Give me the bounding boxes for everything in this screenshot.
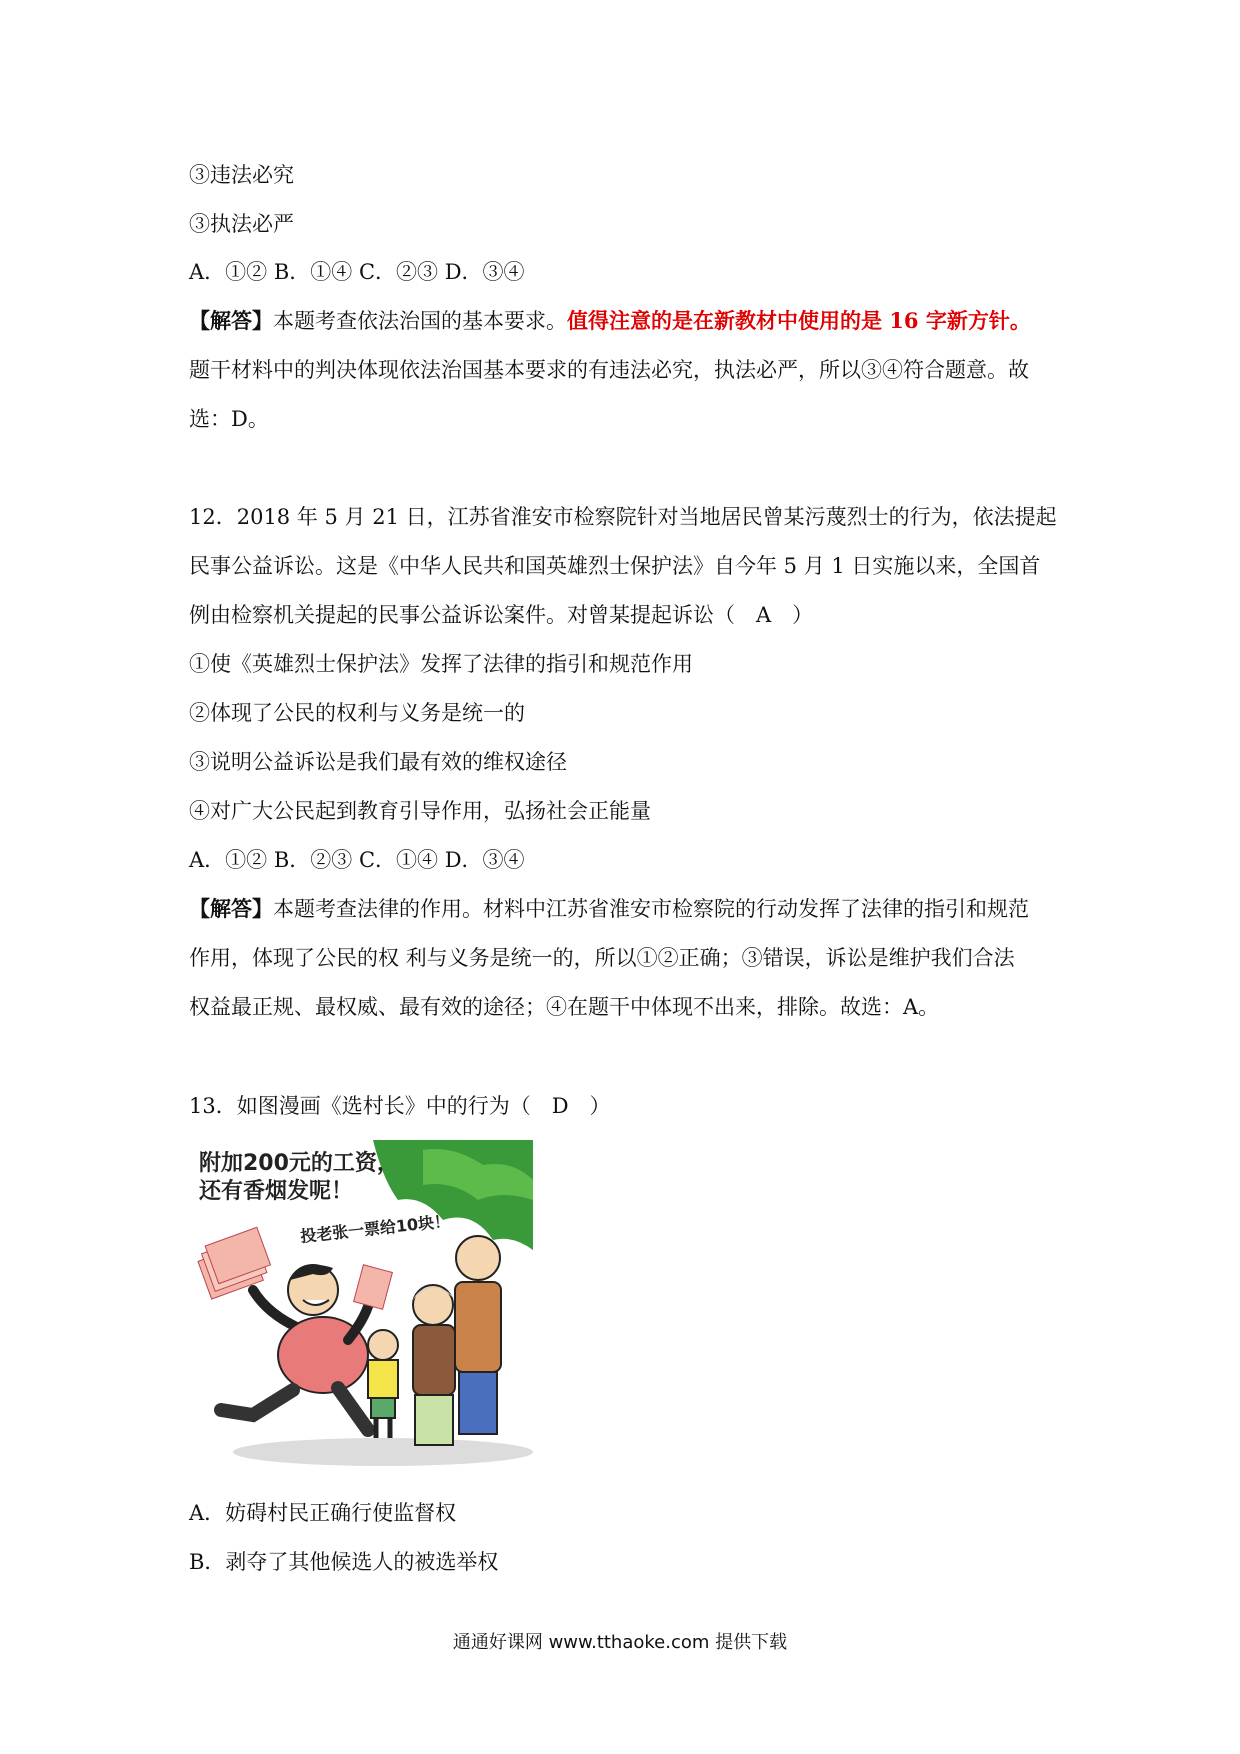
q12-stem-line-1: 12．2018 年 5 月 21 日，江苏省淮安市检察院针对当地居民曾某污蔑烈士的行为，依法提起 <box>189 505 1057 529</box>
q11-item-4: ③执法必严 <box>189 212 294 236</box>
analysis-text: 本题考查法律的作用。材料中江苏省淮安市检察院的行动发挥了法律的指引和规范 <box>273 897 1029 921</box>
q13-option-b: B．剥夺了其他候选人的被选举权 <box>189 1550 499 1574</box>
analysis-tag: 【解答】 <box>189 896 273 921</box>
q12-stem-line-2: 民事公益诉讼。这是《中华人民共和国英雄烈士保护法》自今年 5 月 1 日实施以来，全国首 <box>189 554 1041 578</box>
q11-analysis-line-1 <box>189 306 1031 336</box>
q12-analysis-line-2: 作用，体现了公民的权 利与义务是统一的，所以①②正确；③错误，诉讼是维护我们合法 <box>189 946 1015 970</box>
q12-item-4: ④对广大公民起到教育引导作用，弘扬社会正能量 <box>189 799 651 823</box>
cartoon-image <box>193 1140 533 1470</box>
q11-options: A．①② B．①④ C．②③ D．③④ <box>189 260 525 284</box>
cartoon-caption-2: 还有香烟发呢！ <box>199 1179 354 1204</box>
q12-analysis-line-3: 权益最正规、最权威、最有效的途径；④在题干中体现不出来，排除。故选：A。 <box>189 995 940 1019</box>
q13-stem: 13．如图漫画《选村长》中的行为（ D ） <box>189 1094 611 1118</box>
analysis-text: 本题考查依法治国的基本要求。 <box>273 309 567 333</box>
q12-item-2: ②体现了公民的权利与义务是统一的 <box>189 701 525 725</box>
q12-item-1: ①使《英雄烈士保护法》发挥了法律的指引和规范作用 <box>189 652 693 676</box>
q12-analysis-line-1 <box>189 894 1029 924</box>
q11-item-3: ③违法必究 <box>189 163 294 187</box>
q11-analysis-line-3: 选：D。 <box>189 407 269 431</box>
highlight-note: 值得注意的是在新教材中使用的是 16 字新方针。 <box>567 308 1031 333</box>
q13-option-a: A．妨碍村民正确行使监督权 <box>189 1501 457 1525</box>
cartoon-caption-3: 投老张一票给10块！ <box>299 1211 451 1246</box>
q12-stem-line-3: 例由检察机关提起的民事公益诉讼案件。对曾某提起诉讼（ A ） <box>189 603 814 627</box>
q11-analysis-line-2: 题干材料中的判决体现依法治国基本要求的有违法必究，执法必严，所以③④符合题意。故 <box>189 358 1029 382</box>
cartoon-caption-1: 附加200元的工资， <box>199 1151 399 1176</box>
q12-item-3: ③说明公益诉讼是我们最有效的维权途径 <box>189 750 567 774</box>
analysis-tag: 【解答】 <box>189 308 273 333</box>
footer-text: 通通好课网 www.tthaoke.com 提供下载 <box>452 1632 788 1653</box>
q12-options: A．①② B．②③ C．①④ D．③④ <box>189 848 525 872</box>
